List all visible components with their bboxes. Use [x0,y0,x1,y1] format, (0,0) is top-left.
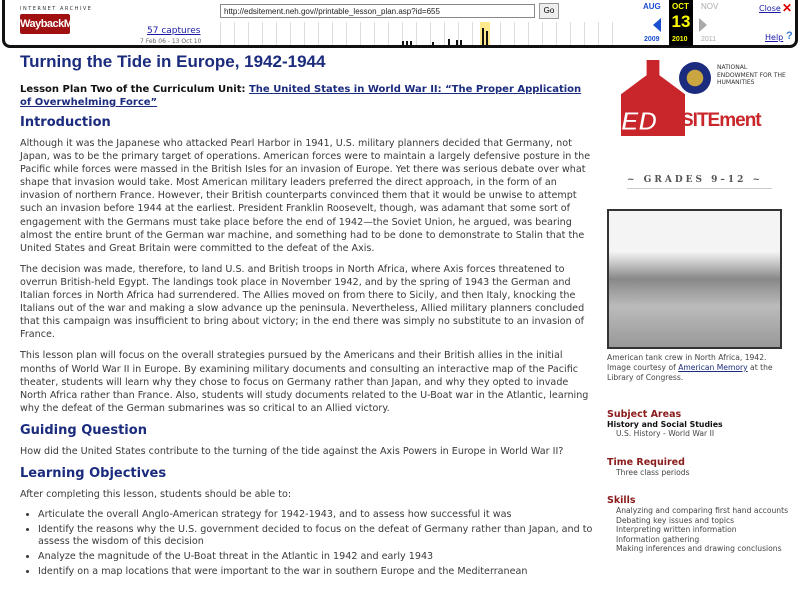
objectives-intro: After completing this lesson, students should be able to: [20,488,292,500]
objectives-list [38,509,595,578]
close-link[interactable]: Close [759,4,781,13]
logo-sitement [681,110,761,132]
list-item: • Identify the reasons why the U.S. government decided to focus on the defeat of Germany rather than Japan, and to assess the wisdom of this decision [38,524,595,548]
intro-paragraph: Although it was the Japanese who attacked Pearl Harbor in 1941, U.S. military planners decided that Germany, not Japan, was to be the primary target of operations. American forces were to maintain a largely defensive posture in the Pacific while forces were massed in the British Isles for an invasion of Europe. Yet there was serious debate over what shape that invasion would take. Most American military leaders preferred the direct approach, in the form of an invasion of northern France. However, their British counterparts convinced them that it would be unwise to attempt such an invasion before 1944 at the earliest. President Franklin Roosevelt, though, was adamant that some sort of engagement with the Germans must take place before the end of 1942—the Soviet Union, he argued, was bearing almost the entire brunt of the German war machine, and something had to be done to demonstrate to Stalin that the United States and Great Britain were committed to the defeat of the Axis. [20,138,591,254]
intro-paragraph: The decision was made, therefore, to land U.S. and British troops in North Africa, where Axis forces threatened to overrun British-held Egypt. The landings took place in November 1942, and by the spring of 1943 the German and Italian forces in North Africa had surrendered. The Allies moved on from there to Sicily, and then Italy, knocking the Italians out of the war and making a slow advance up the peninsula. Nevertheless, Allied military planners concluded that this campaign was insufficient to bring about victory; in the end there was simply no substitute to an invasion of France. [20,263,585,341]
timeline-bar [486,31,488,45]
skill-item: Debating key issues and topics [616,515,735,525]
tank-crew-photo [607,209,782,349]
edsitement-logo[interactable] [607,52,792,147]
wayback-toolbar [2,0,798,48]
next-month: NOV [701,2,719,11]
unit-link[interactable]: The United States in World War II: “The Proper Application of Overwhelming Force” [20,84,582,108]
current-year: 2010 [672,36,688,43]
help-icon[interactable]: ? [786,30,793,42]
caption-end: at the Library of Congress. [607,363,773,382]
timeline-bar [482,28,484,45]
list-item: • Identify on a map locations that were important to the war in southern Europe and the Mediterranean [38,566,595,578]
logo-ment: ment [719,110,761,131]
timeline-bar [448,39,450,45]
timeline-bar [456,40,458,45]
timeline-bar [460,40,462,45]
sidebar [607,52,792,554]
skills-heading: Skills [607,495,636,506]
time-required-heading: Time Required [607,456,685,468]
timeline-bar [410,41,412,45]
next-capture-arrow-icon [699,18,707,32]
skill-item: Interpreting written information [616,525,737,534]
skill-item: Making inferences and drawing conclusions [616,544,782,553]
photo-caption [607,353,792,383]
subject-areas-heading: Subject Areas [607,409,682,420]
timeline-bar [432,42,434,45]
guiding-question-text: How did the United States contribute to the turning of the tide against the Axis Powers in Europe in World War II? [20,445,564,457]
logo-ed: ED [621,106,658,136]
capture-range: 7 Feb 06 - 13 Oct 10 [140,38,202,45]
list-item: • Articulate the overall Anglo-American strategy for 1942-1943, and to assess how successful it was [38,509,595,521]
list-item: • Analyze the magnitude of the U-Boat threat in the Atlantic in 1942 and early 1943 [38,551,595,563]
page-title: Turning the Tide in Europe, 1942-1944 [20,52,326,71]
learning-objectives-heading: Learning Objectives [20,465,167,481]
next-year: 2011 [701,36,717,43]
captures-link[interactable]: 57 captures [147,26,201,36]
lesson-content [20,52,595,581]
timeline-bar [402,41,404,45]
current-day: 13 [671,12,691,31]
prev-year[interactable]: 2009 [644,36,660,43]
neh-seal-icon [679,62,711,94]
curriculum-unit [20,83,595,109]
subject-main: History and Social Studies [607,420,723,429]
current-month: OCT [672,2,689,11]
timeline-bar [406,41,408,45]
capture-timeline[interactable] [220,22,620,45]
caption-text: American tank crew in North Africa, 1942. Image courtesy of [607,353,767,372]
subject-sub: U.S. History - World War II [616,429,715,438]
time-required: Three class periods [616,467,690,477]
neh-label: NATIONAL ENDOWMENT FOR THE HUMANITIES [717,64,786,86]
close-icon[interactable]: ✕ [782,1,793,15]
prev-capture-arrow-icon[interactable] [653,18,661,32]
intro-paragraph: This lesson plan will focus on the overall strategies pursued by the Americans and their British allies in the initial months of World War II in Europe. By examining military documents and consulting an interactive map of the Pacific theater, students will learn why they chose to focus on Germany rather than Japan, and why they opted to invade North Africa rather than France. Also, students will study documents related to the U-Boat war in the Atlantic, learning why the defeat of the German submarines was so critical to an Allied victory. [20,350,589,414]
go-button[interactable]: Go [539,3,559,19]
guiding-question-heading: Guiding Question [20,422,147,438]
american-memory-link[interactable]: American Memory [678,363,748,372]
logo-site: SITE [681,110,720,131]
prev-month[interactable]: AUG [643,2,661,11]
skill-item: Analyzing and comparing first hand accounts [616,506,789,515]
help-link[interactable]: Help [765,33,784,42]
url-input[interactable] [220,4,535,18]
skill-item: Information gathering [616,534,700,544]
wayback-logo[interactable]: WaybackMachine [20,14,70,34]
internet-archive-label: INTERNET ARCHIVE [20,6,93,12]
unit-prefix: Lesson Plan Two of the Curriculum Unit: [20,84,249,95]
introduction-heading: Introduction [20,115,111,130]
grade-level: ~ GRADES 9–12 ~ [627,175,772,189]
